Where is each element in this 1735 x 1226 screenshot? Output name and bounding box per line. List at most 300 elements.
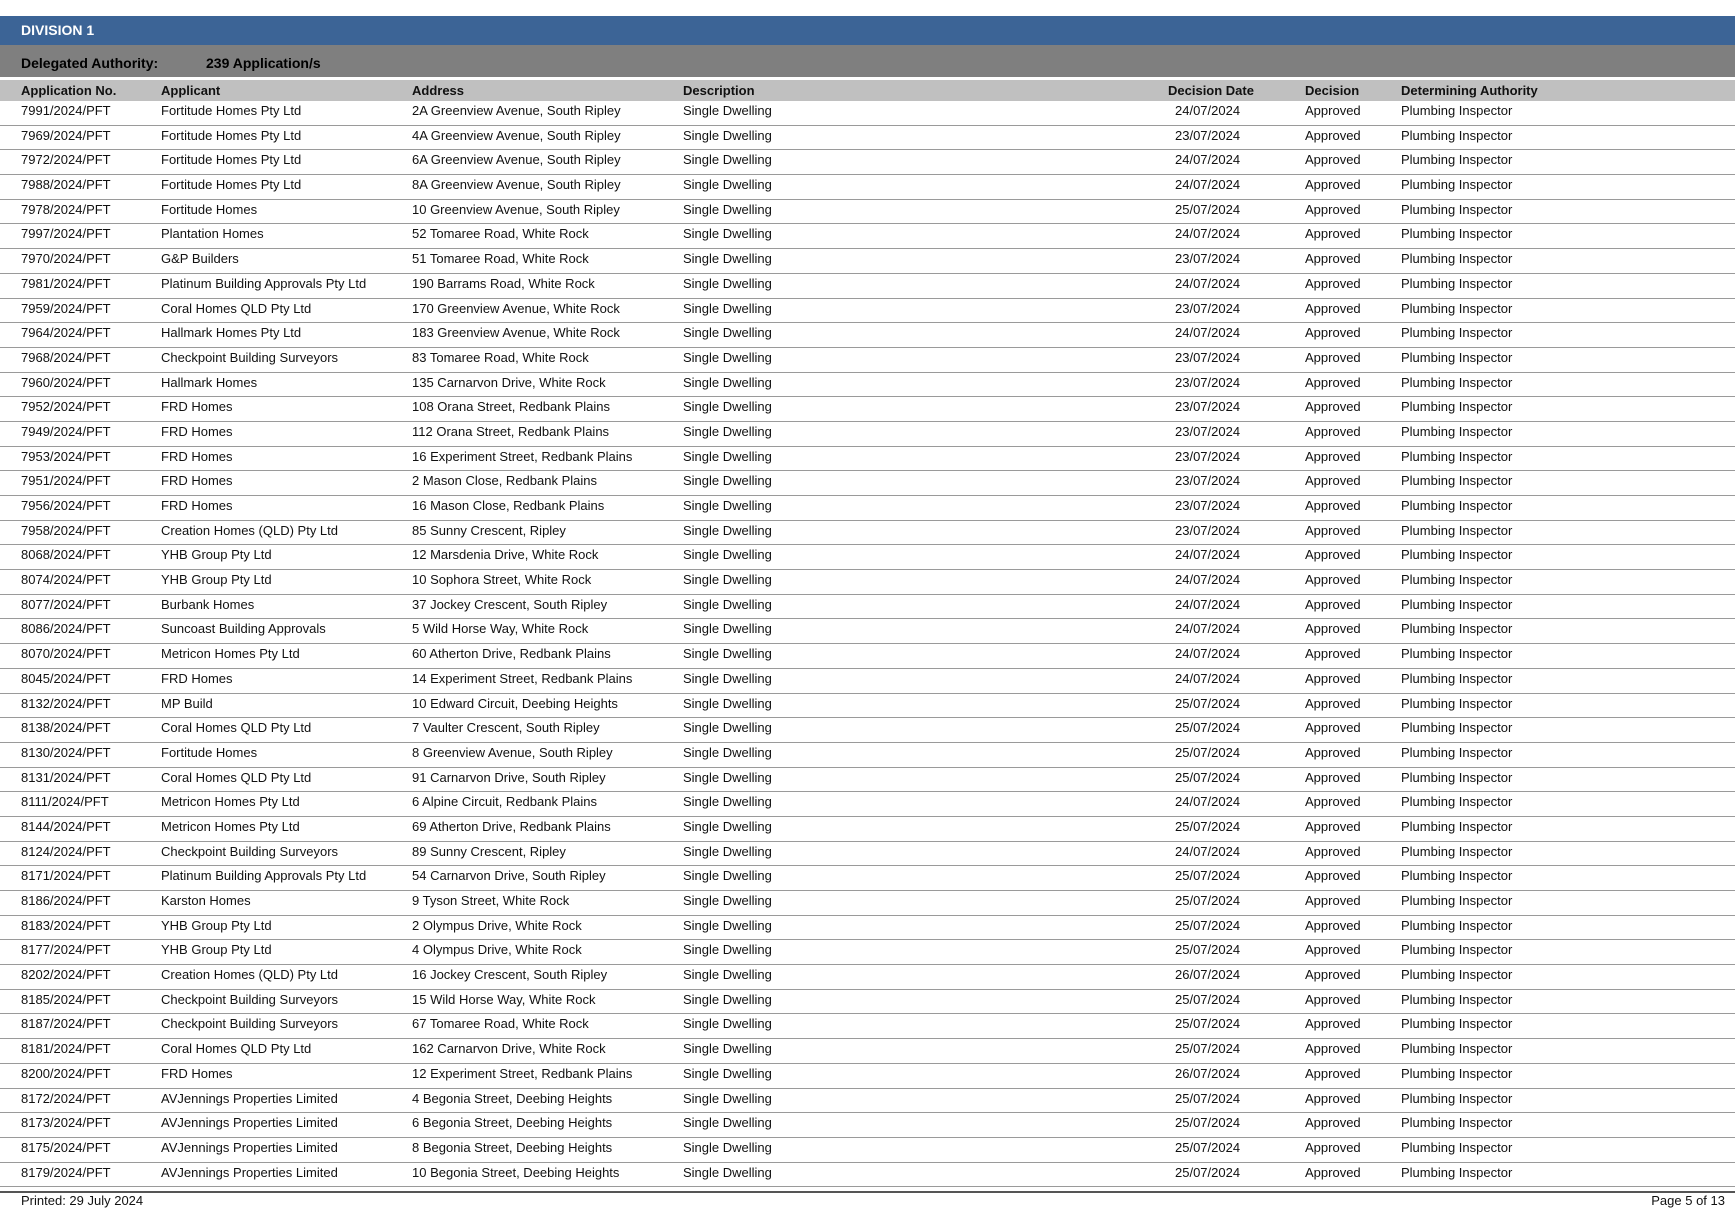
cell-determining-authority: Plumbing Inspector	[1401, 448, 1513, 464]
cell-description: Single Dwelling	[683, 448, 772, 464]
cell-application-no: 8068/2024/PFT	[21, 547, 111, 563]
cell-decision: Approved	[1305, 226, 1361, 242]
cell-application-no: 7991/2024/PFT	[21, 103, 111, 118]
cell-decision-date: 24/07/2024	[1175, 670, 1241, 686]
cell-description: Single Dwelling	[683, 473, 772, 489]
cell-description: Single Dwelling	[683, 374, 772, 390]
cell-applicant: Hallmark Homes Pty Ltd	[161, 325, 302, 341]
table-row	[0, 274, 1735, 299]
cell-address: 10 Begonia Street, Deebing Heights	[412, 1164, 620, 1180]
cell-decision-date: 23/07/2024	[1175, 127, 1241, 143]
cell-address: 10 Edward Circuit, Deebing Heights	[412, 695, 618, 711]
table-row	[0, 545, 1735, 570]
table-row	[0, 694, 1735, 719]
cell-description: Single Dwelling	[683, 226, 772, 242]
cell-determining-authority: Plumbing Inspector	[1401, 522, 1513, 538]
table-row	[0, 842, 1735, 867]
division-title: DIVISION 1	[0, 16, 1735, 45]
cell-decision-date: 23/07/2024	[1175, 300, 1241, 316]
cell-address: 16 Experiment Street, Redbank Plains	[412, 448, 633, 464]
cell-determining-authority: Plumbing Inspector	[1401, 572, 1513, 588]
authority-bar	[0, 45, 1735, 77]
cell-application-no: 8138/2024/PFT	[21, 720, 111, 736]
cell-description: Single Dwelling	[683, 670, 772, 686]
cell-application-no: 8177/2024/PFT	[21, 942, 111, 958]
cell-applicant: Fortitude Homes	[161, 201, 258, 217]
cell-decision: Approved	[1305, 127, 1361, 143]
cell-applicant: FRD Homes	[161, 498, 233, 513]
cell-decision-date: 25/07/2024	[1175, 1016, 1241, 1032]
cell-determining-authority: Plumbing Inspector	[1401, 103, 1513, 118]
cell-address: 6 Begonia Street, Deebing Heights	[412, 1115, 613, 1131]
cell-decision: Approved	[1305, 720, 1361, 736]
cell-description: Single Dwelling	[683, 201, 772, 217]
cell-description: Single Dwelling	[683, 152, 772, 168]
cell-decision-date: 24/07/2024	[1175, 794, 1241, 810]
cell-applicant: Karston Homes	[161, 893, 251, 908]
cell-determining-authority: Plumbing Inspector	[1401, 399, 1513, 415]
footer-divider	[0, 1191, 1735, 1193]
cell-decision: Approved	[1305, 275, 1361, 291]
cell-determining-authority: Plumbing Inspector	[1401, 1016, 1513, 1032]
cell-address: 2 Mason Close, Redbank Plains	[412, 473, 597, 489]
cell-decision-date: 23/07/2024	[1175, 251, 1241, 267]
cell-decision: Approved	[1305, 744, 1361, 760]
cell-determining-authority: Plumbing Inspector	[1401, 843, 1513, 859]
cell-decision: Approved	[1305, 646, 1361, 662]
cell-decision-date: 25/07/2024	[1175, 893, 1241, 908]
cell-description: Single Dwelling	[683, 596, 772, 612]
cell-decision-date: 24/07/2024	[1175, 572, 1241, 588]
cell-decision-date: 25/07/2024	[1175, 1139, 1241, 1155]
cell-address: 54 Carnarvon Drive, South Ripley	[412, 868, 606, 884]
cell-address: 7 Vaulter Crescent, South Ripley	[412, 720, 600, 736]
cell-determining-authority: Plumbing Inspector	[1401, 473, 1513, 489]
table-row	[0, 743, 1735, 768]
cell-application-no: 8074/2024/PFT	[21, 572, 111, 588]
cell-decision-date: 23/07/2024	[1175, 374, 1241, 390]
cell-decision: Approved	[1305, 695, 1361, 711]
cell-address: 4 Olympus Drive, White Rock	[412, 942, 582, 958]
cell-description: Single Dwelling	[683, 769, 772, 785]
cell-decision: Approved	[1305, 1016, 1361, 1032]
table-row	[0, 422, 1735, 447]
cell-applicant: Coral Homes QLD Pty Ltd	[161, 1041, 312, 1057]
cell-determining-authority: Plumbing Inspector	[1401, 818, 1513, 834]
cell-description: Single Dwelling	[683, 868, 772, 884]
cell-address: 37 Jockey Crescent, South Ripley	[412, 596, 608, 612]
cell-decision-date: 24/07/2024	[1175, 547, 1241, 563]
cell-decision: Approved	[1305, 1065, 1361, 1081]
cell-applicant: Coral Homes QLD Pty Ltd	[161, 769, 312, 785]
cell-application-no: 8185/2024/PFT	[21, 991, 111, 1007]
cell-description: Single Dwelling	[683, 1139, 772, 1155]
cell-determining-authority: Plumbing Inspector	[1401, 177, 1513, 193]
cell-determining-authority: Plumbing Inspector	[1401, 374, 1513, 390]
cell-decision: Approved	[1305, 473, 1361, 489]
cell-decision: Approved	[1305, 670, 1361, 686]
cell-description: Single Dwelling	[683, 177, 772, 193]
cell-address: 89 Sunny Crescent, Ripley	[412, 843, 566, 859]
cell-determining-authority: Plumbing Inspector	[1401, 991, 1513, 1007]
cell-applicant: YHB Group Pty Ltd	[161, 917, 272, 933]
cell-address: 170 Greenview Avenue, White Rock	[412, 300, 620, 316]
cell-decision: Approved	[1305, 177, 1361, 193]
cell-description: Single Dwelling	[683, 744, 772, 760]
table-row	[0, 1138, 1735, 1163]
cell-address: 9 Tyson Street, White Rock	[412, 893, 570, 908]
cell-application-no: 8173/2024/PFT	[21, 1115, 111, 1131]
cell-decision: Approved	[1305, 300, 1361, 316]
cell-decision-date: 23/07/2024	[1175, 522, 1241, 538]
cell-applicant: G&P Builders	[161, 251, 239, 267]
cell-applicant: Checkpoint Building Surveyors	[161, 1016, 339, 1032]
cell-decision-date: 25/07/2024	[1175, 991, 1241, 1007]
cell-applicant: AVJennings Properties Limited	[161, 1164, 338, 1180]
cell-decision-date: 25/07/2024	[1175, 1115, 1241, 1131]
cell-decision-date: 24/07/2024	[1175, 596, 1241, 612]
table-row	[0, 1089, 1735, 1114]
cell-decision-date: 25/07/2024	[1175, 720, 1241, 736]
cell-decision: Approved	[1305, 399, 1361, 415]
cell-applicant: Checkpoint Building Surveyors	[161, 843, 339, 859]
table-row	[0, 866, 1735, 891]
cell-decision-date: 25/07/2024	[1175, 917, 1241, 933]
table-row	[0, 644, 1735, 669]
cell-applicant: Coral Homes QLD Pty Ltd	[161, 300, 312, 316]
header-decision: Decision	[1305, 83, 1360, 98]
cell-applicant: FRD Homes	[161, 423, 233, 439]
cell-decision: Approved	[1305, 1115, 1361, 1131]
table-header	[0, 80, 1735, 101]
cell-applicant: Metricon Homes Pty Ltd	[161, 818, 300, 834]
table-row	[0, 940, 1735, 965]
table-row	[0, 891, 1735, 916]
table-row	[0, 965, 1735, 990]
cell-application-no: 8187/2024/PFT	[21, 1016, 111, 1032]
cell-determining-authority: Plumbing Inspector	[1401, 300, 1513, 316]
cell-address: 69 Atherton Drive, Redbank Plains	[412, 818, 611, 834]
table-row	[0, 619, 1735, 644]
table-row	[0, 817, 1735, 842]
cell-determining-authority: Plumbing Inspector	[1401, 1164, 1513, 1180]
cell-determining-authority: Plumbing Inspector	[1401, 967, 1513, 983]
cell-application-no: 8179/2024/PFT	[21, 1164, 111, 1180]
cell-applicant: Fortitude Homes	[161, 744, 258, 760]
cell-decision: Approved	[1305, 423, 1361, 439]
cell-address: 14 Experiment Street, Redbank Plains	[412, 670, 633, 686]
cell-determining-authority: Plumbing Inspector	[1401, 201, 1513, 217]
cell-determining-authority: Plumbing Inspector	[1401, 596, 1513, 612]
cell-address: 12 Experiment Street, Redbank Plains	[412, 1065, 633, 1081]
cell-address: 8 Greenview Avenue, South Ripley	[412, 744, 613, 760]
cell-address: 16 Mason Close, Redbank Plains	[412, 498, 605, 513]
cell-address: 183 Greenview Avenue, White Rock	[412, 325, 620, 341]
cell-address: 15 Wild Horse Way, White Rock	[412, 991, 596, 1007]
table-body	[0, 101, 1735, 1187]
cell-applicant: FRD Homes	[161, 473, 233, 489]
cell-description: Single Dwelling	[683, 1090, 772, 1106]
printed-date: Printed: 29 July 2024	[21, 1193, 144, 1208]
cell-description: Single Dwelling	[683, 818, 772, 834]
table-row	[0, 496, 1735, 521]
cell-application-no: 7978/2024/PFT	[21, 201, 111, 217]
cell-applicant: YHB Group Pty Ltd	[161, 942, 272, 958]
cell-applicant: Creation Homes (QLD) Pty Ltd	[161, 522, 339, 538]
cell-decision-date: 23/07/2024	[1175, 399, 1241, 415]
cell-decision: Approved	[1305, 991, 1361, 1007]
cell-address: 112 Orana Street, Redbank Plains	[412, 423, 610, 439]
table-row	[0, 348, 1735, 373]
cell-address: 8A Greenview Avenue, South Ripley	[412, 177, 621, 193]
cell-application-no: 7972/2024/PFT	[21, 152, 111, 168]
cell-application-no: 7968/2024/PFT	[21, 349, 111, 365]
cell-decision: Approved	[1305, 794, 1361, 810]
cell-address: 67 Tomaree Road, White Rock	[412, 1016, 589, 1032]
cell-determining-authority: Plumbing Inspector	[1401, 868, 1513, 884]
cell-decision-date: 25/07/2024	[1175, 1090, 1241, 1106]
cell-applicant: Coral Homes QLD Pty Ltd	[161, 720, 312, 736]
table-row	[0, 1014, 1735, 1039]
table-row	[0, 323, 1735, 348]
cell-determining-authority: Plumbing Inspector	[1401, 349, 1513, 365]
cell-decision-date: 23/07/2024	[1175, 423, 1241, 439]
cell-address: 4A Greenview Avenue, South Ripley	[412, 127, 621, 143]
table-row	[0, 373, 1735, 398]
cell-decision: Approved	[1305, 942, 1361, 958]
cell-decision: Approved	[1305, 843, 1361, 859]
cell-application-no: 8172/2024/PFT	[21, 1090, 111, 1106]
cell-decision: Approved	[1305, 498, 1361, 513]
cell-applicant: FRD Homes	[161, 399, 233, 415]
header-applicant: Applicant	[161, 83, 221, 98]
cell-applicant: Suncoast Building Approvals	[161, 621, 326, 637]
cell-decision-date: 23/07/2024	[1175, 473, 1241, 489]
cell-applicant: Platinum Building Approvals Pty Ltd	[161, 868, 367, 884]
cell-determining-authority: Plumbing Inspector	[1401, 646, 1513, 662]
cell-application-no: 8183/2024/PFT	[21, 917, 111, 933]
cell-description: Single Dwelling	[683, 522, 772, 538]
cell-description: Single Dwelling	[683, 1016, 772, 1032]
cell-application-no: 7997/2024/PFT	[21, 226, 111, 242]
cell-application-no: 7964/2024/PFT	[21, 325, 111, 341]
cell-description: Single Dwelling	[683, 991, 772, 1007]
cell-description: Single Dwelling	[683, 621, 772, 637]
cell-decision: Approved	[1305, 103, 1361, 118]
cell-application-no: 7970/2024/PFT	[21, 251, 111, 267]
cell-application-no: 7956/2024/PFT	[21, 498, 111, 513]
cell-application-no: 8077/2024/PFT	[21, 596, 111, 612]
cell-description: Single Dwelling	[683, 1041, 772, 1057]
cell-address: 16 Jockey Crescent, South Ripley	[412, 967, 608, 983]
table-row	[0, 1064, 1735, 1089]
cell-application-no: 7953/2024/PFT	[21, 448, 111, 464]
page-number: Page 5 of 13	[1651, 1193, 1725, 1208]
cell-determining-authority: Plumbing Inspector	[1401, 893, 1513, 908]
table-row	[0, 175, 1735, 200]
cell-determining-authority: Plumbing Inspector	[1401, 325, 1513, 341]
cell-decision-date: 26/07/2024	[1175, 967, 1241, 983]
table-row	[0, 249, 1735, 274]
cell-address: 8 Begonia Street, Deebing Heights	[412, 1139, 613, 1155]
header-description: Description	[683, 83, 755, 98]
cell-description: Single Dwelling	[683, 127, 772, 143]
cell-decision: Approved	[1305, 1090, 1361, 1106]
cell-decision: Approved	[1305, 152, 1361, 168]
application-count: 239 Application/s	[206, 55, 321, 71]
cell-decision-date: 25/07/2024	[1175, 744, 1241, 760]
cell-determining-authority: Plumbing Inspector	[1401, 769, 1513, 785]
table-row	[0, 397, 1735, 422]
header-application-no: Application No.	[21, 83, 117, 98]
cell-determining-authority: Plumbing Inspector	[1401, 917, 1513, 933]
cell-description: Single Dwelling	[683, 325, 772, 341]
cell-application-no: 7958/2024/PFT	[21, 522, 111, 538]
cell-decision: Approved	[1305, 769, 1361, 785]
cell-applicant: Hallmark Homes	[161, 374, 258, 390]
cell-address: 10 Greenview Avenue, South Ripley	[412, 201, 620, 217]
cell-decision: Approved	[1305, 1139, 1361, 1155]
cell-decision-date: 23/07/2024	[1175, 448, 1241, 464]
cell-determining-authority: Plumbing Inspector	[1401, 498, 1513, 513]
cell-applicant: FRD Homes	[161, 670, 233, 686]
cell-address: 52 Tomaree Road, White Rock	[412, 226, 589, 242]
cell-applicant: Metricon Homes Pty Ltd	[161, 646, 300, 662]
cell-decision: Approved	[1305, 547, 1361, 563]
cell-determining-authority: Plumbing Inspector	[1401, 423, 1513, 439]
cell-decision: Approved	[1305, 374, 1361, 390]
cell-decision: Approved	[1305, 325, 1361, 341]
table-row	[0, 1163, 1735, 1188]
cell-applicant: Checkpoint Building Surveyors	[161, 991, 339, 1007]
cell-decision: Approved	[1305, 818, 1361, 834]
cell-decision: Approved	[1305, 868, 1361, 884]
cell-description: Single Dwelling	[683, 942, 772, 958]
cell-decision-date: 23/07/2024	[1175, 349, 1241, 365]
table-row	[0, 595, 1735, 620]
cell-determining-authority: Plumbing Inspector	[1401, 744, 1513, 760]
cell-address: 60 Atherton Drive, Redbank Plains	[412, 646, 611, 662]
cell-determining-authority: Plumbing Inspector	[1401, 127, 1513, 143]
cell-application-no: 8200/2024/PFT	[21, 1065, 111, 1081]
cell-applicant: Metricon Homes Pty Ltd	[161, 794, 300, 810]
table-row	[0, 224, 1735, 249]
cell-address: 83 Tomaree Road, White Rock	[412, 349, 589, 365]
cell-application-no: 7988/2024/PFT	[21, 177, 111, 193]
cell-application-no: 8086/2024/PFT	[21, 621, 111, 637]
cell-determining-authority: Plumbing Inspector	[1401, 1090, 1513, 1106]
cell-address: 10 Sophora Street, White Rock	[412, 572, 592, 588]
table-row	[0, 1113, 1735, 1138]
cell-applicant: AVJennings Properties Limited	[161, 1139, 338, 1155]
cell-decision-date: 25/07/2024	[1175, 868, 1241, 884]
cell-address: 2 Olympus Drive, White Rock	[412, 917, 582, 933]
cell-decision-date: 25/07/2024	[1175, 942, 1241, 958]
cell-applicant: Plantation Homes	[161, 226, 264, 242]
cell-address: 12 Marsdenia Drive, White Rock	[412, 547, 599, 563]
cell-description: Single Dwelling	[683, 1115, 772, 1131]
table-row	[0, 718, 1735, 743]
cell-application-no: 7952/2024/PFT	[21, 399, 111, 415]
cell-determining-authority: Plumbing Inspector	[1401, 226, 1513, 242]
cell-decision-date: 24/07/2024	[1175, 325, 1241, 341]
cell-applicant: YHB Group Pty Ltd	[161, 547, 272, 563]
cell-applicant: Burbank Homes	[161, 596, 255, 612]
cell-determining-authority: Plumbing Inspector	[1401, 1139, 1513, 1155]
cell-decision: Approved	[1305, 917, 1361, 933]
cell-applicant: FRD Homes	[161, 1065, 233, 1081]
cell-applicant: Fortitude Homes Pty Ltd	[161, 103, 302, 118]
cell-applicant: Fortitude Homes Pty Ltd	[161, 177, 302, 193]
cell-decision-date: 24/07/2024	[1175, 843, 1241, 859]
cell-decision-date: 24/07/2024	[1175, 177, 1241, 193]
cell-determining-authority: Plumbing Inspector	[1401, 720, 1513, 736]
cell-decision: Approved	[1305, 893, 1361, 908]
cell-application-no: 8181/2024/PFT	[21, 1041, 111, 1057]
cell-application-no: 8186/2024/PFT	[21, 893, 111, 908]
cell-decision: Approved	[1305, 448, 1361, 464]
cell-decision: Approved	[1305, 967, 1361, 983]
table-row	[0, 916, 1735, 941]
cell-decision-date: 24/07/2024	[1175, 103, 1241, 118]
cell-determining-authority: Plumbing Inspector	[1401, 670, 1513, 686]
table-row	[0, 792, 1735, 817]
cell-address: 108 Orana Street, Redbank Plains	[412, 399, 611, 415]
cell-application-no: 8111/2024/PFT	[21, 794, 109, 810]
cell-decision: Approved	[1305, 251, 1361, 267]
cell-applicant: FRD Homes	[161, 448, 233, 464]
cell-description: Single Dwelling	[683, 1065, 772, 1081]
cell-decision-date: 24/07/2024	[1175, 621, 1241, 637]
cell-determining-authority: Plumbing Inspector	[1401, 1115, 1513, 1131]
cell-applicant: Platinum Building Approvals Pty Ltd	[161, 275, 367, 291]
cell-description: Single Dwelling	[683, 103, 772, 118]
cell-decision-date: 25/07/2024	[1175, 769, 1241, 785]
cell-application-no: 8130/2024/PFT	[21, 744, 111, 760]
cell-application-no: 8132/2024/PFT	[21, 695, 111, 711]
cell-description: Single Dwelling	[683, 547, 772, 563]
cell-decision: Approved	[1305, 621, 1361, 637]
cell-decision: Approved	[1305, 1164, 1361, 1180]
cell-description: Single Dwelling	[683, 423, 772, 439]
cell-description: Single Dwelling	[683, 1164, 772, 1180]
cell-decision-date: 24/07/2024	[1175, 152, 1241, 168]
cell-determining-authority: Plumbing Inspector	[1401, 621, 1513, 637]
table-row	[0, 990, 1735, 1015]
cell-decision-date: 25/07/2024	[1175, 695, 1241, 711]
table-row	[0, 447, 1735, 472]
cell-description: Single Dwelling	[683, 275, 772, 291]
cell-application-no: 7951/2024/PFT	[21, 473, 111, 489]
authority-label: Delegated Authority:	[21, 55, 159, 71]
cell-application-no: 7960/2024/PFT	[21, 374, 111, 390]
cell-applicant: AVJennings Properties Limited	[161, 1115, 338, 1131]
table-row	[0, 200, 1735, 225]
cell-description: Single Dwelling	[683, 349, 772, 365]
cell-address: 2A Greenview Avenue, South Ripley	[412, 103, 621, 118]
cell-applicant: AVJennings Properties Limited	[161, 1090, 338, 1106]
cell-address: 51 Tomaree Road, White Rock	[412, 251, 589, 267]
cell-decision-date: 25/07/2024	[1175, 818, 1241, 834]
cell-decision-date: 26/07/2024	[1175, 1065, 1241, 1081]
cell-decision: Approved	[1305, 572, 1361, 588]
cell-decision: Approved	[1305, 596, 1361, 612]
cell-application-no: 8144/2024/PFT	[21, 818, 111, 834]
cell-description: Single Dwelling	[683, 917, 772, 933]
cell-determining-authority: Plumbing Inspector	[1401, 251, 1513, 267]
cell-determining-authority: Plumbing Inspector	[1401, 1065, 1513, 1081]
cell-decision: Approved	[1305, 1041, 1361, 1057]
